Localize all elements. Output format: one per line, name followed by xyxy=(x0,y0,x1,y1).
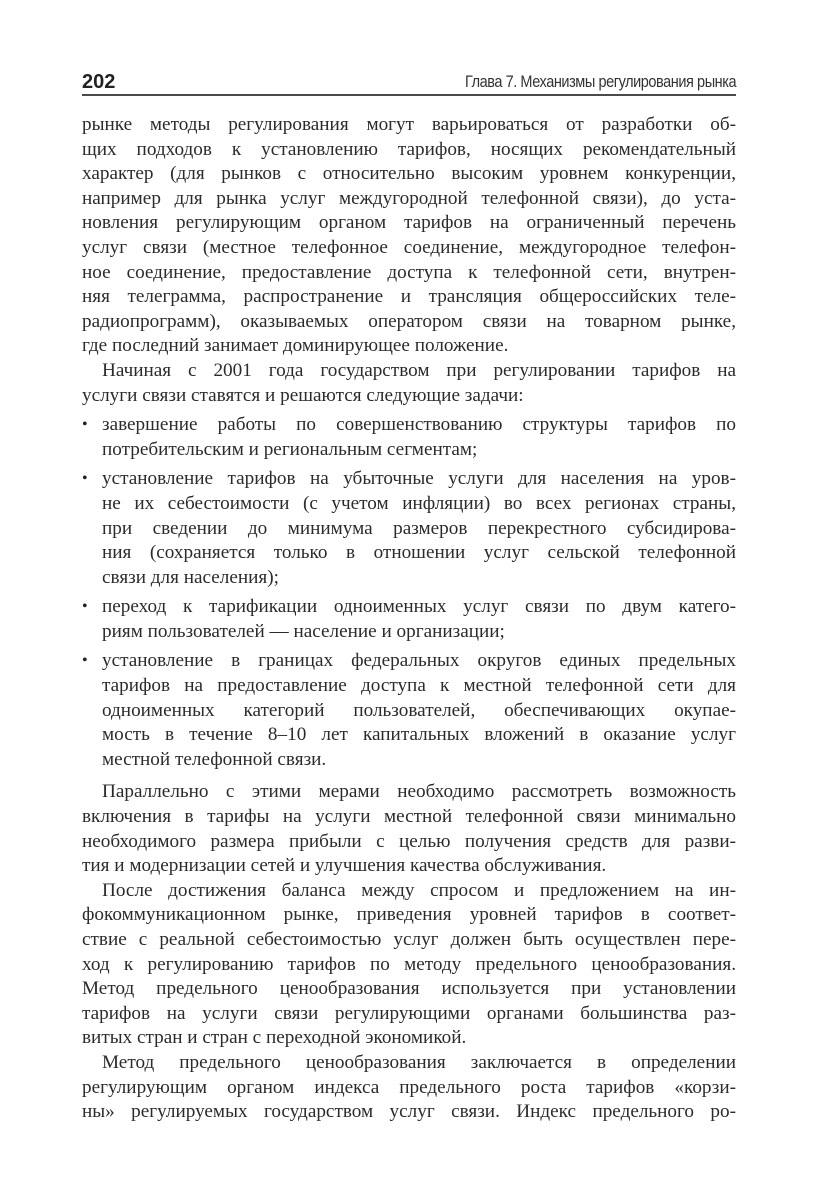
list-item xyxy=(82,413,736,462)
text-line: тия и модернизации сетей и улучшения качества обслуживания. xyxy=(82,855,607,877)
text-line: местной телефонной связи. xyxy=(102,748,327,770)
text-line: переход к тарификации одноименных услуг связи по двум катего- xyxy=(102,596,736,618)
task-list xyxy=(82,413,736,772)
text-line: услуг связи (местное телефонное соединение, междугородное телефон- xyxy=(82,236,736,258)
text-line: не их себестоимости (с учетом инфляции) во всех регионах страны, xyxy=(102,492,736,514)
list-item xyxy=(82,595,736,644)
text-line: ное соединение, предоставление доступа к телефонной сети, внутрен- xyxy=(82,261,736,283)
text-line: установление в границах федеральных округов единых предельных xyxy=(102,650,736,672)
body-text xyxy=(82,113,736,1125)
text-line: Параллельно с этими мерами необходимо рассмотреть возможность xyxy=(102,781,736,803)
text-line: ход к регулированию тарифов по методу предельного ценообразования. xyxy=(82,953,736,975)
text-line: Метод предельного ценообразования заключается в определении xyxy=(102,1051,736,1073)
text-line: Начиная с 2001 года государством при регулировании тарифов на xyxy=(102,359,736,381)
text-line: при сведении до минимума размеров перекрестного субсидирова- xyxy=(102,517,736,539)
text-line: рынке методы регулирования могут варьироваться от разработки об- xyxy=(82,114,736,135)
text-line: радиопрограмм), оказываемых оператором связи на товарном рынке, xyxy=(82,310,736,332)
list-item xyxy=(82,467,736,590)
text-line: услуги связи ставятся и решаются следующие задачи: xyxy=(82,384,524,406)
text-line: завершение работы по совершенствованию структуры тарифов по xyxy=(102,414,736,436)
text-line: щих подходов к установлению тарифов, носящих рекомендательный xyxy=(82,138,736,160)
page-number: 202 xyxy=(82,71,116,93)
text-line: одноименных категорий пользователей, обеспечивающих окупае- xyxy=(102,699,736,721)
paragraph-price-cap-transition xyxy=(82,879,736,1051)
text-line: мость в течение 8–10 лет капитальных вложений в оказание услуг xyxy=(102,724,736,746)
chapter-title: Глава 7. Механизмы регулирования рынка xyxy=(464,73,736,91)
bullet-icon: • xyxy=(82,416,88,434)
running-header xyxy=(82,70,736,96)
text-line: Метод предельного ценообразования используется при установлении xyxy=(82,978,736,1000)
text-line: тарифов на предоставление доступа к местной телефонной сети для xyxy=(102,675,736,697)
paragraph-tasks-intro xyxy=(82,359,736,408)
text-line: потребительским и региональным сегментам; xyxy=(102,438,478,460)
text-line: например для рынка услуг междугородной телефонной связи), до уста- xyxy=(82,187,736,209)
text-line: тарифов на услуги связи регулирующими органами большинства раз- xyxy=(82,1002,736,1024)
text-line: няя телеграмма, распространение и трансляция общероссийских теле- xyxy=(82,286,736,308)
text-line: где последний занимает доминирующее положение. xyxy=(82,335,509,357)
paragraph-price-cap-method xyxy=(82,1051,736,1125)
text-line: регулирующим органом индекса предельного роста тарифов «корзи- xyxy=(82,1076,736,1098)
bullet-icon: • xyxy=(82,598,88,616)
text-line: характер (для рынков с относительно высоким уровнем конкуренции, xyxy=(82,163,736,185)
text-line: включения в тарифы на услуги местной телефонной связи минимально xyxy=(82,806,736,828)
paragraph-continuation xyxy=(82,113,736,359)
text-line: новления регулирующим органом тарифов на ограниченный перечень xyxy=(82,212,736,234)
text-line: ны» регулируемых государством услуг связи. Индекс предельного ро- xyxy=(82,1101,736,1123)
text-line: необходимого размера прибыли с целью получения средств для разви- xyxy=(82,830,736,852)
text-line: связи для населения); xyxy=(102,566,279,588)
text-line: витых стран и стран с переходной экономикой. xyxy=(82,1027,467,1049)
bullet-icon: • xyxy=(82,652,88,670)
text-line: ния (сохраняется только в отношении услуг сельской телефонной xyxy=(102,542,736,564)
bullet-icon: • xyxy=(82,470,88,488)
text-line: риям пользователей — население и организации; xyxy=(102,620,505,642)
paragraph-parallel-measures xyxy=(82,780,736,878)
text-line: ствие с реальной себестоимостью услуг должен быть осуществлен пере- xyxy=(82,929,736,950)
list-item xyxy=(82,649,736,772)
text-line: После достижения баланса между спросом и предложением на ин- xyxy=(102,879,736,901)
text-line: фокоммуникационном рынке, приведения уровней тарифов в соответ- xyxy=(82,904,736,926)
text-line: установление тарифов на убыточные услуги для населения на уров- xyxy=(102,468,736,490)
